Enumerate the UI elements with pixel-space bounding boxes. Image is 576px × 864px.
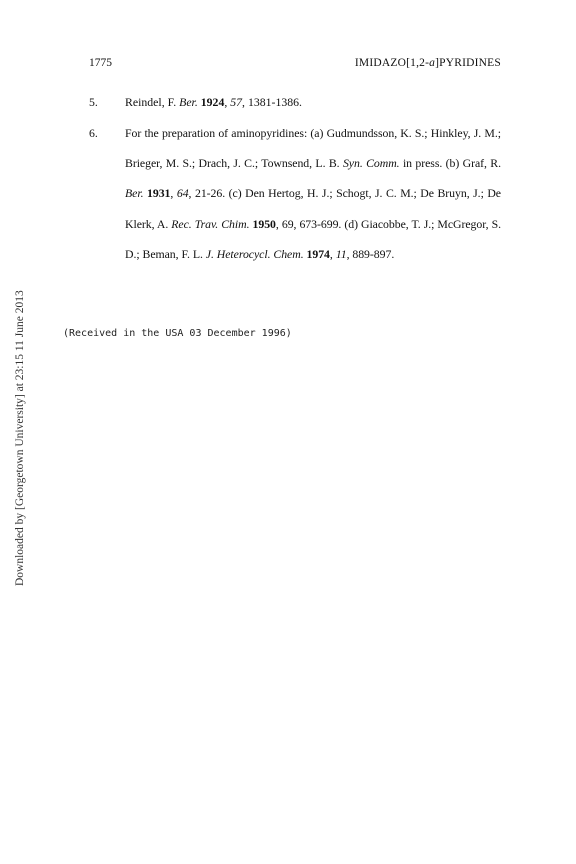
journal-name: Ber.	[179, 95, 198, 109]
received-date-note: (Received in the USA 03 December 1996)	[63, 328, 292, 339]
journal-name: Ber.	[125, 186, 144, 201]
running-header	[89, 57, 501, 73]
reference-text: For the preparation of aminopyridines: (a) Gudmundsson, K. S.; Hinkley, J. M.; Brieger, M. S.; Drach, J. C.; Townsend, L. B. Syn. Comm. in press. (b) Graf, R. Ber. 1931, 64, 21-26. (c) Den Hertog, H. J.; Schogt, J. C. M.; De Bruyn, J.; De Klerk, A. Rec. Trav. Chim. 1950, 69, 673-699. (d) Giacobbe, T. J.; McGregor, S. D.; Beman, F. L. J. Heterocycl. Chem. 1974, 11, 889-897.	[125, 126, 502, 261]
year: 1974	[306, 246, 330, 261]
year: 1950	[252, 216, 276, 231]
page-number: 1775	[89, 57, 112, 69]
reference-6	[89, 118, 501, 269]
reference-text: Reindel, F. Ber. 1924, 57, 1381-1386.	[125, 95, 303, 109]
journal-name: J. Heterocycl. Chem.	[205, 246, 304, 261]
volume: 57	[230, 95, 243, 109]
running-title: IMIDAZO[1,2-a]PYRIDINES	[354, 57, 501, 69]
reference-number: 6.	[89, 126, 98, 140]
year: 1931	[147, 186, 171, 201]
volume: 11	[335, 246, 347, 261]
reference-5	[89, 87, 501, 117]
year: 1924	[200, 95, 225, 109]
volume: 64	[176, 186, 189, 201]
journal-name: Rec. Trav. Chim.	[171, 216, 250, 231]
running-title-italic: a	[429, 57, 436, 69]
download-watermark: Downloaded by [Georgetown University] at 23:15 11 June 2013	[14, 290, 26, 586]
journal-name: Syn. Comm.	[342, 156, 400, 171]
reference-number: 5.	[89, 95, 98, 109]
